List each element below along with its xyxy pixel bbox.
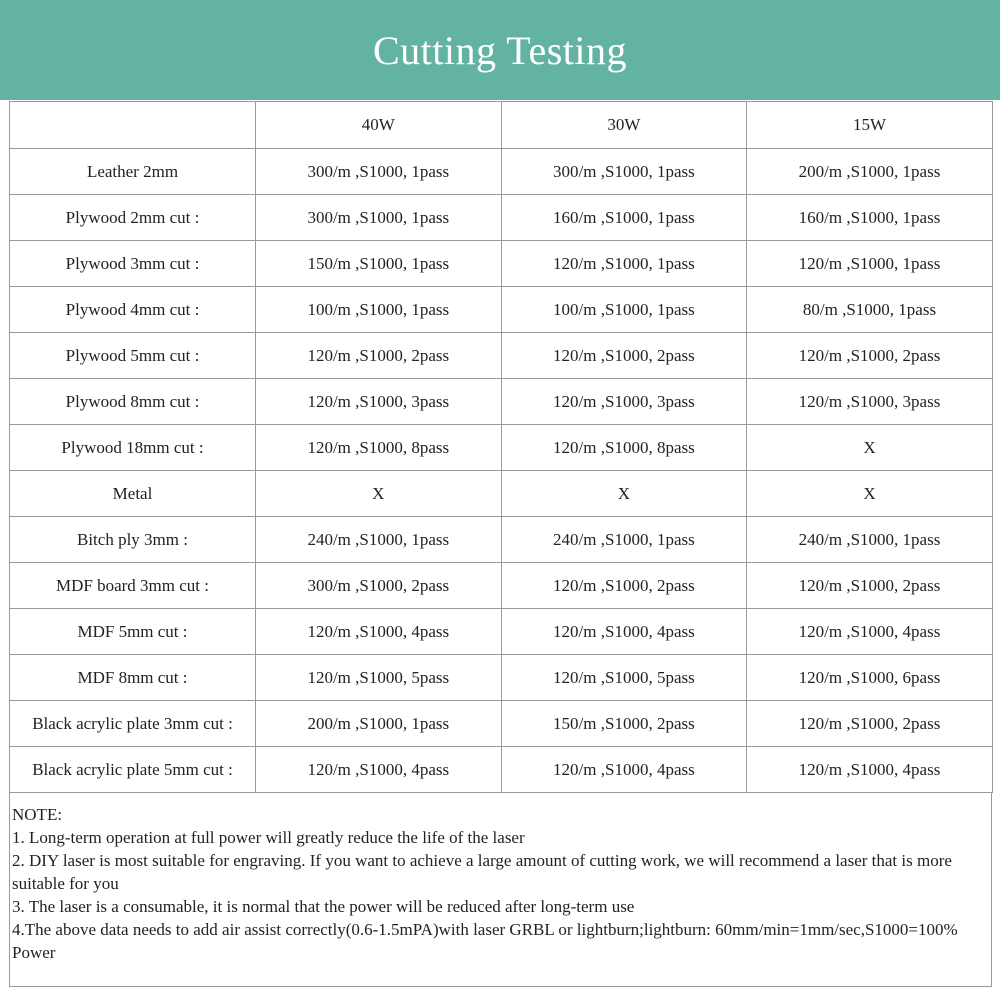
material-cell: Black acrylic plate 3mm cut : — [10, 701, 256, 747]
material-cell: Plywood 8mm cut : — [10, 379, 256, 425]
cell-40w: 100/m ,S1000, 1pass — [256, 287, 502, 333]
cell-15w: 240/m ,S1000, 1pass — [747, 517, 993, 563]
material-cell: Metal — [10, 471, 256, 517]
material-cell: Leather 2mm — [10, 149, 256, 195]
cell-30w: 120/m ,S1000, 4pass — [501, 609, 747, 655]
cell-30w: 120/m ,S1000, 5pass — [501, 655, 747, 701]
table-header-row — [10, 102, 993, 149]
cell-40w: 120/m ,S1000, 4pass — [256, 609, 502, 655]
table-row — [10, 471, 993, 517]
material-cell: MDF 5mm cut : — [10, 609, 256, 655]
note-line-1: 1. Long-term operation at full power will greatly reduce the life of the laser — [12, 828, 525, 847]
material-cell: MDF 8mm cut : — [10, 655, 256, 701]
cell-15w: 120/m ,S1000, 2pass — [747, 563, 993, 609]
notes-section — [9, 793, 992, 987]
cell-30w: 150/m ,S1000, 2pass — [501, 701, 747, 747]
cell-30w: 120/m ,S1000, 2pass — [501, 563, 747, 609]
cell-30w: 120/m ,S1000, 2pass — [501, 333, 747, 379]
material-cell: Black acrylic plate 5mm cut : — [10, 747, 256, 793]
cell-15w: X — [747, 425, 993, 471]
material-cell: Plywood 4mm cut : — [10, 287, 256, 333]
table-row — [10, 609, 993, 655]
page-title: Cutting Testing — [373, 27, 627, 73]
cell-30w: 100/m ,S1000, 1pass — [501, 287, 747, 333]
title-banner — [0, 0, 1000, 100]
cell-30w: 300/m ,S1000, 1pass — [501, 149, 747, 195]
note-line-4: 4.The above data needs to add air assist correctly(0.6-1.5mPA)with laser GRBL or lightburn;lightburn: 60mm/min=1mm/sec,S1000=100% Power — [12, 920, 958, 962]
cell-15w: 120/m ,S1000, 3pass — [747, 379, 993, 425]
table-row — [10, 563, 993, 609]
cell-15w: 200/m ,S1000, 1pass — [747, 149, 993, 195]
cell-15w: 120/m ,S1000, 2pass — [747, 701, 993, 747]
table-row — [10, 425, 993, 471]
material-cell: Plywood 18mm cut : — [10, 425, 256, 471]
table-row — [10, 701, 993, 747]
table-row — [10, 517, 993, 563]
cell-15w: 80/m ,S1000, 1pass — [747, 287, 993, 333]
material-cell: Plywood 3mm cut : — [10, 241, 256, 287]
cell-15w: 120/m ,S1000, 4pass — [747, 609, 993, 655]
table-row — [10, 379, 993, 425]
table-row — [10, 149, 993, 195]
notes-heading: NOTE: — [12, 805, 63, 824]
cell-15w: 160/m ,S1000, 1pass — [747, 195, 993, 241]
note-line-3: 3. The laser is a consumable, it is normal that the power will be reduced after long-term use — [12, 897, 635, 916]
cell-30w: 120/m ,S1000, 1pass — [501, 241, 747, 287]
cell-40w: 300/m ,S1000, 1pass — [256, 195, 502, 241]
table-row — [10, 287, 993, 333]
cell-30w: 160/m ,S1000, 1pass — [501, 195, 747, 241]
material-cell: Plywood 2mm cut : — [10, 195, 256, 241]
table-row — [10, 747, 993, 793]
cell-15w: 120/m ,S1000, 4pass — [747, 747, 993, 793]
header-cell-30w: 30W — [501, 102, 747, 149]
header-cell-40w: 40W — [256, 102, 502, 149]
cutting-table — [9, 101, 993, 793]
table-row — [10, 655, 993, 701]
cell-40w: 240/m ,S1000, 1pass — [256, 517, 502, 563]
cell-30w: 240/m ,S1000, 1pass — [501, 517, 747, 563]
cell-40w: 120/m ,S1000, 3pass — [256, 379, 502, 425]
cell-15w: 120/m ,S1000, 1pass — [747, 241, 993, 287]
cell-40w: 120/m ,S1000, 4pass — [256, 747, 502, 793]
cutting-table-container — [9, 101, 992, 987]
table-row — [10, 241, 993, 287]
header-cell-15w: 15W — [747, 102, 993, 149]
material-cell: MDF board 3mm cut : — [10, 563, 256, 609]
material-cell: Plywood 5mm cut : — [10, 333, 256, 379]
header-cell-material — [10, 102, 256, 149]
cell-40w: 120/m ,S1000, 2pass — [256, 333, 502, 379]
note-line-2: 2. DIY laser is most suitable for engraving. If you want to achieve a large amount of cutting work, we will recommend a laser that is more suitable for you — [12, 851, 952, 893]
cell-40w: 120/m ,S1000, 5pass — [256, 655, 502, 701]
cell-30w: 120/m ,S1000, 4pass — [501, 747, 747, 793]
cell-15w: 120/m ,S1000, 6pass — [747, 655, 993, 701]
cell-15w: 120/m ,S1000, 2pass — [747, 333, 993, 379]
cell-15w: X — [747, 471, 993, 517]
cell-40w: 150/m ,S1000, 1pass — [256, 241, 502, 287]
cell-40w: 300/m ,S1000, 2pass — [256, 563, 502, 609]
cell-40w: 300/m ,S1000, 1pass — [256, 149, 502, 195]
cell-30w: X — [501, 471, 747, 517]
cell-40w: X — [256, 471, 502, 517]
table-row — [10, 333, 993, 379]
material-cell: Bitch ply 3mm : — [10, 517, 256, 563]
cell-40w: 200/m ,S1000, 1pass — [256, 701, 502, 747]
cell-30w: 120/m ,S1000, 3pass — [501, 379, 747, 425]
cell-40w: 120/m ,S1000, 8pass — [256, 425, 502, 471]
table-row — [10, 195, 993, 241]
cell-30w: 120/m ,S1000, 8pass — [501, 425, 747, 471]
